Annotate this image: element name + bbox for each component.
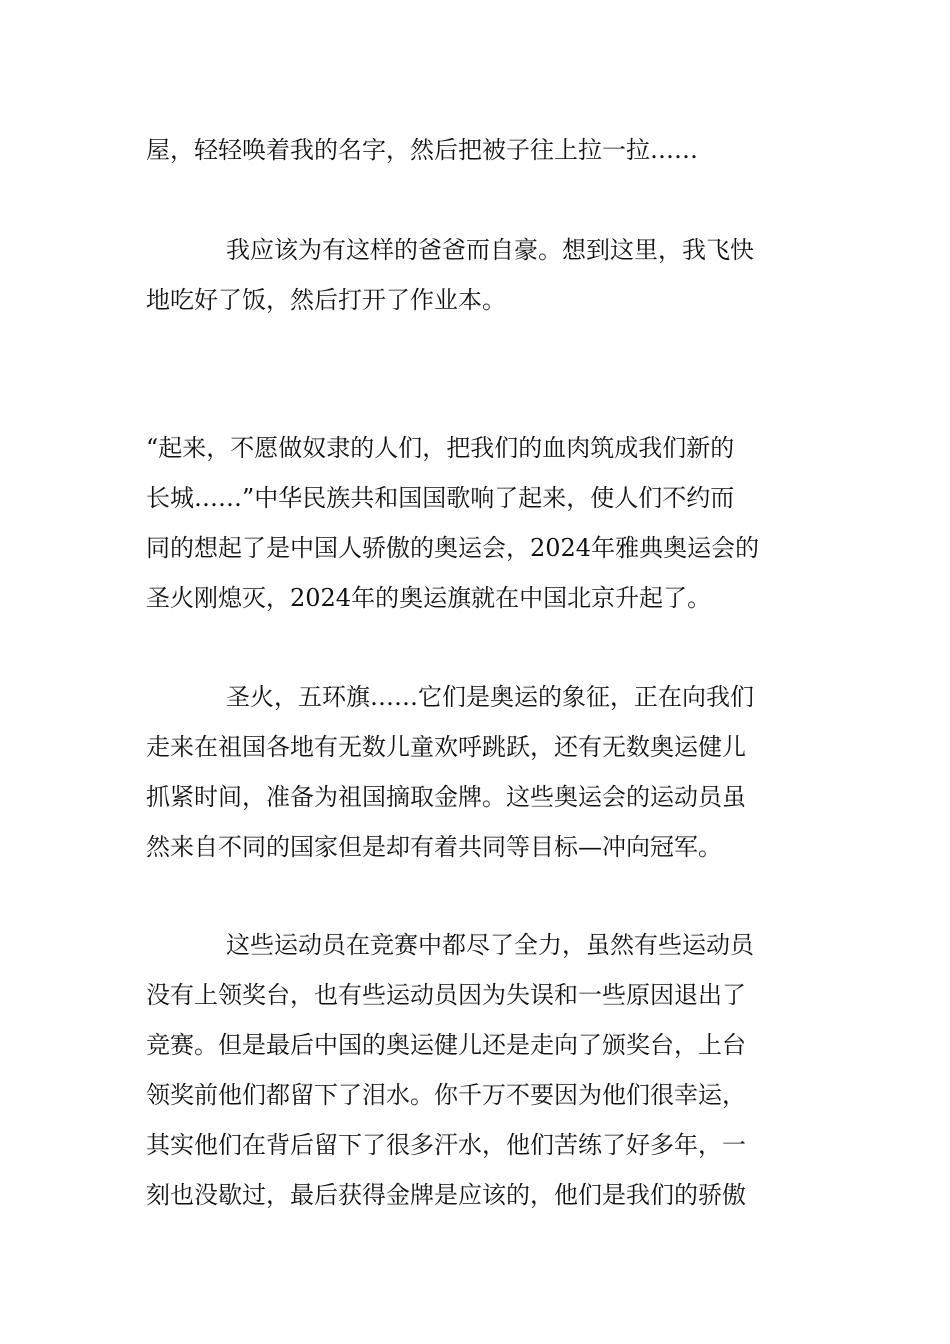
text-line: 竞赛。但是最后中国的奥运健儿还是走向了颁奖台，上台 (146, 1031, 746, 1059)
text-line: “起来，不愿做奴隶的人们，把我们的血肉筑成我们新的 (146, 434, 735, 462)
text-line: 刻也没歇过，最后获得金牌是应该的，他们是我们的骄傲 (146, 1181, 746, 1209)
text-line: 其实他们在背后留下了很多汗水，他们苦练了好多年，一 (146, 1131, 746, 1159)
paragraph-5 (146, 920, 806, 1220)
text-line: 走来在祖国各地有无数儿童欢呼跳跃，还有无数奥运健儿 (146, 733, 746, 761)
text-line: 屋，轻轻唤着我的名字，然后把被子往上拉一拉…… (146, 136, 698, 164)
text-line: 这些运动员在竞赛中都尽了全力，虽然有些运动员 (226, 931, 754, 959)
text-line: 同的想起了是中国人骄傲的奥运会，2024年雅典奥运会的 (146, 534, 760, 562)
paragraph-2 (146, 225, 806, 325)
text-line: 圣火刚熄灭，2024年的奥运旗就在中国北京升起了。 (146, 584, 712, 612)
text-line: 地吃好了饭，然后打开了作业本。 (146, 286, 506, 314)
text-line: 没有上领奖台，也有些运动员因为失误和一些原因退出了 (146, 981, 746, 1009)
paragraph-3 (146, 423, 806, 623)
paragraph-1 (146, 125, 806, 175)
paragraph-4 (146, 672, 806, 872)
text-line: 领奖前他们都留下了泪水。你千万不要因为他们很幸运， (146, 1081, 746, 1109)
text-line: 圣火，五环旗……它们是奥运的象征，正在向我们 (226, 683, 754, 711)
text-line: 我应该为有这样的爸爸而自豪。想到这里，我飞快 (226, 236, 754, 264)
text-line: 抓紧时间，准备为祖国摘取金牌。这些奥运会的运动员虽 (146, 783, 746, 811)
text-line: 长城……”中华民族共和国国歌响了起来，使人们不约而 (146, 484, 735, 512)
text-line: 然来自不同的国家但是却有着共同等目标—冲向冠军。 (146, 833, 722, 861)
